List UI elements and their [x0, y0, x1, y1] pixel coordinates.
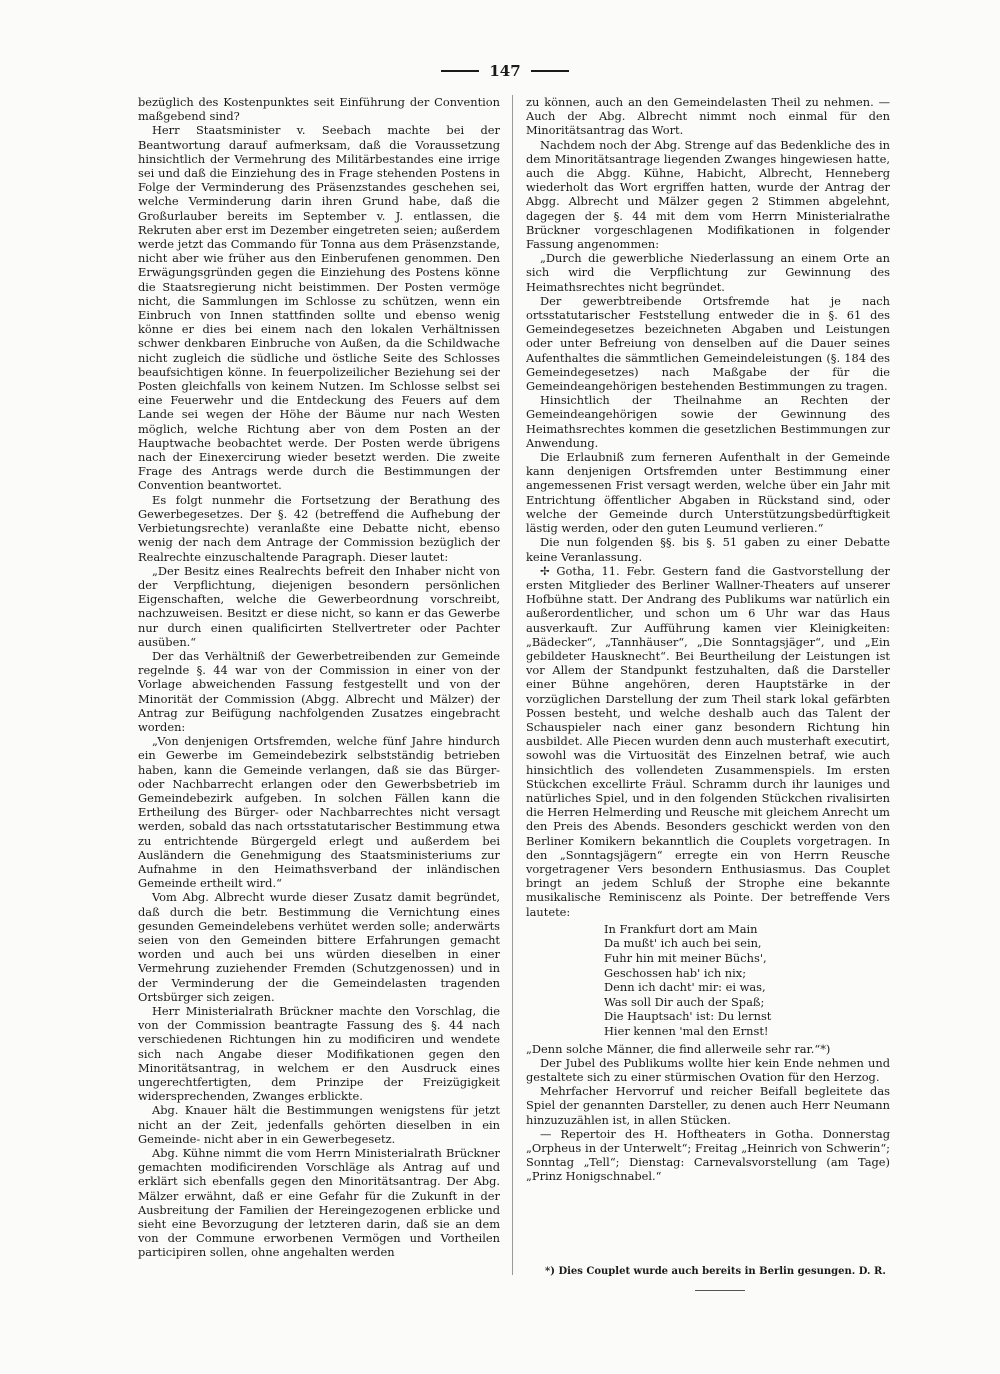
paragraph: Nachdem noch der Abg. Strenge auf das Bedenkliche des in dem Minoritätsantrage liegenden Zwanges hingewiesen hatte, auch die Abgg. Kühne, Habicht, Albrecht, Henneberg wiederholt das Wort ergriffen hatten, wurde der Antrag der Abgg. Albrecht und Mälzer gegen 2 Stimmen abgelehnt, dagegen der §. 44 mit dem vom Herrn Ministerialrathe Brückner vorgeschlagenen Modifikationen in folgender Fassung angenommen:	[526, 137, 890, 252]
quote-paragraph: Hinsichtlich der Theilnahme an Rechten der Gemeindeangehörigen sowie der Gewinnung des Heimathsrechtes kommen die gesetzlichen Bestimmungen zur Anwendung.	[526, 393, 890, 450]
paragraph: Herr Staatsminister v. Seebach machte bei der Beantwortung darauf aufmerksam, daß die Voraussetzung hinsichtlich der Vermehrung des Militärbestandes eine irrige sei und daß die Einziehung des in Frage stehenden Postens in Folge der Verminderung des Präsenzstandes geschehen sei, welche Verminderung darin ihren Grund habe, daß die Großurlauber bereits im September v. J. entlassen, die Rekruten aber erst im Dezember eingetreten seien; außerdem werde jetzt das Commando für Tonna aus dem Präsenzstande, nicht aber wie früher aus den Einberufenen genommen. Den Erwägungsgründen gegen die Einziehung des Postens könne die Staatsregierung nicht beistimmen. Der Posten vermöge nicht, die Sammlungen im Schlosse zu schützen, wenn ein Einbruch von Innen stattfinden sollte und ebenso wenig könne er dies bei einem nach den lokalen Verhältnissen schwer denkbaren Einbruche von Außen, da die Schildwache nicht zugleich die südliche und östliche Seite des Schlosses beaufsichtigen könne. In feuerpolizeilicher Beziehung sei der Posten gleichfalls von keinem Nutzen. Im Schlosse selbst sei eine Feuerwehr und die Entdeckung des Feuers auf dem Lande sei wegen der Höhe der Bäume nur nach Westen möglich, welche Richtung aber von dem Posten an der Hauptwache beobachtet werde. Der Posten werde übrigens nach der Einexercirung wieder besetzt werden. Die zweite Frage des Antrags werde durch die Bestimmungen der Convention beantwortet.	[138, 123, 500, 493]
verse-line: Was soll Dir auch der Spaß;	[604, 994, 765, 1009]
paragraph: bezüglich des Kostenpunktes seit Einführung der Convention maßgebend sind?	[138, 95, 500, 124]
paragraph: Die nun folgenden §§. bis §. 51 gaben zu einer Debatte keine Veranlassung.	[526, 535, 890, 564]
paragraph: Vom Abg. Albrecht wurde dieser Zusatz damit begründet, daß durch die betr. Bestimmung die Vernichtung eines gesunden Gemeindelebens verhütet werden solle; anderwärts seien von den Gemeinden bittere Erfahrungen gemacht worden und auch bei uns würden dieselben in einer Vermehrung zuziehender Fremden (Schutzgenossen) und in der Verminderung der die Gemeindelasten tragenden Ortsbürger sich zeigen.	[138, 890, 500, 1004]
verse-line: Die Hauptsach' ist: Du lernst	[604, 1009, 772, 1024]
repertoire-notice: — Repertoir des H. Hoftheaters in Gotha. Donnerstag „Orpheus in der Unterwelt“; Freitag „Heinrich von Schwerin“; Sonntag „Tell“; Dienstag: Carnevalsvorstellung (am Tage) „Prinz Honigschnabel.“	[526, 1126, 890, 1184]
paragraph: Abg. Kühne nimmt die vom Herrn Ministerialrath Brückner gemachten modificirenden Vorschläge als Antrag auf und erklärt sich ebenfalls gegen den Minoritätsantrag. Der Abg. Mälzer erwähnt, daß er eine Gefahr für die Zukunft in der Ausbreitung der Familien der Hereingezogenen erblicke und sieht eine Bevorzugung der letzteren darin, daß sie an dem von der Commune erworbenen Vermögen und Vortheilen participiren sollen, ohne angehalten werden	[138, 1146, 500, 1260]
verse-line: Geschossen hab' ich nix;	[604, 965, 747, 980]
verse-refrain: „Denn solche Männer, die find allerweile sehr rar.“*)	[526, 1041, 831, 1056]
header-rule-left	[441, 70, 479, 72]
quote-paragraph: Die Erlaubniß zum ferneren Aufenthalt in der Gemeinde kann denjenigen Ortsfremden unter Bestimmung einer angemessenen Frist versagt werden, welche über ein Jahr mit Entrichtung öffentlicher Abgaben in Rückstand sind, oder welche der Gemeinde durch Unterstützungsbedürftigkeit lästig werden, oder den guten Leumund verlieren.“	[526, 450, 890, 536]
verse-line: In Frankfurt dort am Main	[604, 921, 758, 936]
paragraph: Es folgt nunmehr die Fortsetzung der Berathung des Gewerbegesetzes. Der §. 42 (betreffend die Aufhebung der Verbietungsrechte) veranlaßte eine Debatte nicht, ebenso wenig der nach dem Antrage der Commission bezüglich der Realrechte einzuschaltende Paragraph. Dieser lautet:	[138, 492, 500, 564]
paragraph: Der Jubel des Publikums wollte hier kein Ende nehmen und gestaltete sich zu einer stürmischen Ovation für den Herzog.	[526, 1055, 890, 1084]
paragraph: Herr Ministerialrath Brückner machte den Vorschlag, die von der Commission beantragte Fassung des §. 44 nach verschiedenen Richtungen hin zu modificiren und wendete sich nach Angabe dieser Modifikationen gegen den Minoritätsantrag, in welchem er den Ausdruck eines ungerechtfertigten, dem Prinzipe der Freizügigkeit widersprechenden, Zwanges erblickte.	[138, 1004, 500, 1104]
quote-paragraph: „Von denjenigen Ortsfremden, welche fünf Jahre hindurch ein Gewerbe im Gemeindebezirk selbstständig betrieben haben, kann die Gemeinde verlangen, daß sie das Bürger- oder Nachbarrecht erlangen oder den Gewerbsbetrieb im Gemeindebezirk aufgeben. In solchen Fällen kann die Ertheilung des Bürger- oder Nachbarrechtes nicht versagt werden, sobald das nach ortsstatutarischer Bestimmung etwa zu entrichtende Bürgergeld erlegt und außerdem bei Ausländern die Genehmigung des Staatsministeriums zur Aufnahme in den Heimathsverband der inländischen Gemeinde ertheilt wird.“	[138, 734, 500, 891]
verse-line: Fuhr hin mit meiner Büchs',	[604, 950, 767, 965]
paragraph: zu können, auch an den Gemeindelasten Theil zu nehmen. — Auch der Abg. Albrecht nimmt noch einmal für den Minoritätsantrag das Wort.	[526, 95, 890, 138]
verse-line: Denn ich dacht' mir: ei was,	[604, 980, 766, 995]
page-number: 147	[489, 62, 521, 80]
paragraph: Der das Verhältniß der Gewerbetreibenden zur Gemeinde regelnde §. 44 war von der Commission in einer von der Vorlage abweichenden Fassung festgestellt und von der Minorität der Commission (Abgg. Albrecht und Mälzer) der Antrag zur Beifügung nachfolgenden Zusatzes eingebracht worden:	[138, 648, 500, 734]
column-divider	[512, 95, 513, 1275]
quote-paragraph: „Der Besitz eines Realrechts befreit den Inhaber nicht von der Verpflichtung, diejenigen besondern persönlichen Eigenschaften, welche die Gewerbeordnung vorschreibt, nachzuweisen. Besitzt er diese nicht, so kann er das Gewerbe nur durch einen qualificirten Stellvertreter oder Pachter ausüben.“	[138, 563, 500, 649]
couplet-verse	[604, 922, 890, 1039]
footnote: *) Dies Couplet wurde auch bereits in Berlin gesungen. D. R.	[545, 1266, 886, 1277]
paragraph: Mehrfacher Hervorruf und reicher Beifall begleitete das Spiel der genannten Darsteller, zu denen auch Herr Neumann hinzuzuzählen ist, in allen Stücken.	[526, 1084, 890, 1127]
paragraph: Abg. Knauer hält die Bestimmungen wenigstens für jetzt nicht an der Zeit, jedenfalls gehörten dieselben in ein Gemeinde- nicht aber in ein Gewerbegesetz.	[138, 1103, 500, 1146]
quote-paragraph: „Durch die gewerbliche Niederlassung an einem Orte an sich wird die Verpflichtung zur Gewinnung des Heimathsrechtes nicht begründet.	[526, 251, 890, 294]
right-column	[526, 95, 890, 1335]
verse-line: Hier kennen 'mal den Ernst!	[604, 1023, 769, 1038]
news-item-gotha: ✢ Gotha, 11. Febr. Gestern fand die Gastvorstellung der ersten Mitglieder des Berliner Wallner-Theaters auf unserer Hofbühne statt. Der Andrang des Publikums war natürlich ein außerordentlicher, und schon um 6 Uhr war das Haus ausverkauft. Zur Aufführung kamen vier Kleinigkeiten: „Bädecker“, „Tannhäuser“, „Die Sonntagsjäger“, und „Ein gebildeter Hausknecht“. Bei Beurtheilung der Leistungen ist vor Allem der Standpunkt festzuhalten, daß die Darsteller einer Bühne angehören, deren Hauptstärke in der vorzüglichen Darstellung der zum Theil stark lokal gefärbten Possen besteht, und welche deshalb auch das Talent der Schauspieler nach einer ganz besondern Richtung hin ausbildet. Alle Piecen wurden denn auch musterhaft executirt, sowohl was die Virtuosität des Einzelnen betraf, wie auch hinsichtlich des vollendeten Zusammenspiels. Im ersten Stückchen excellirte Fräul. Schramm durch ihr launiges und natürliches Spiel, und in den folgenden Stückchen rivalisirten die Herren Helmerding und Reusche mit gleichem Anrecht um den Preis des Abends. Besonders geschickt werden von den Berliner Komikern bekanntlich die Couplets vorgetragen. In den „Sonntagsjägern“ erregte ein von Herrn Reusche vorgetragener Vers besondern Enthusiasmus. Das Couplet bringt an jedem Schluß der Strophe eine bekannte musikalische Reminiscenz als Pointe. Der betreffende Vers lautete:	[526, 563, 890, 919]
left-column	[138, 95, 500, 1335]
verse-line: Da mußt' ich auch bei sein,	[604, 936, 762, 951]
header-rule-right	[531, 70, 569, 72]
quote-paragraph: Der gewerbtreibende Ortsfremde hat je nach ortsstatutarischer Feststellung entweder die in §. 61 des Gemeindegesetzes bezeichneten Abgaben und Leistungen oder unter Befreiung von denselben auf die Dauer seines Aufenthaltes die sämmtlichen Gemeindeleistungen (§. 184 des Gemeindegesetzes) nach Maßgabe der für die Gemeindeangehörigen bestehenden Bestimmungen zu tragen.	[526, 293, 890, 394]
page-number-header	[430, 60, 580, 82]
footnote-rule	[695, 1290, 745, 1291]
